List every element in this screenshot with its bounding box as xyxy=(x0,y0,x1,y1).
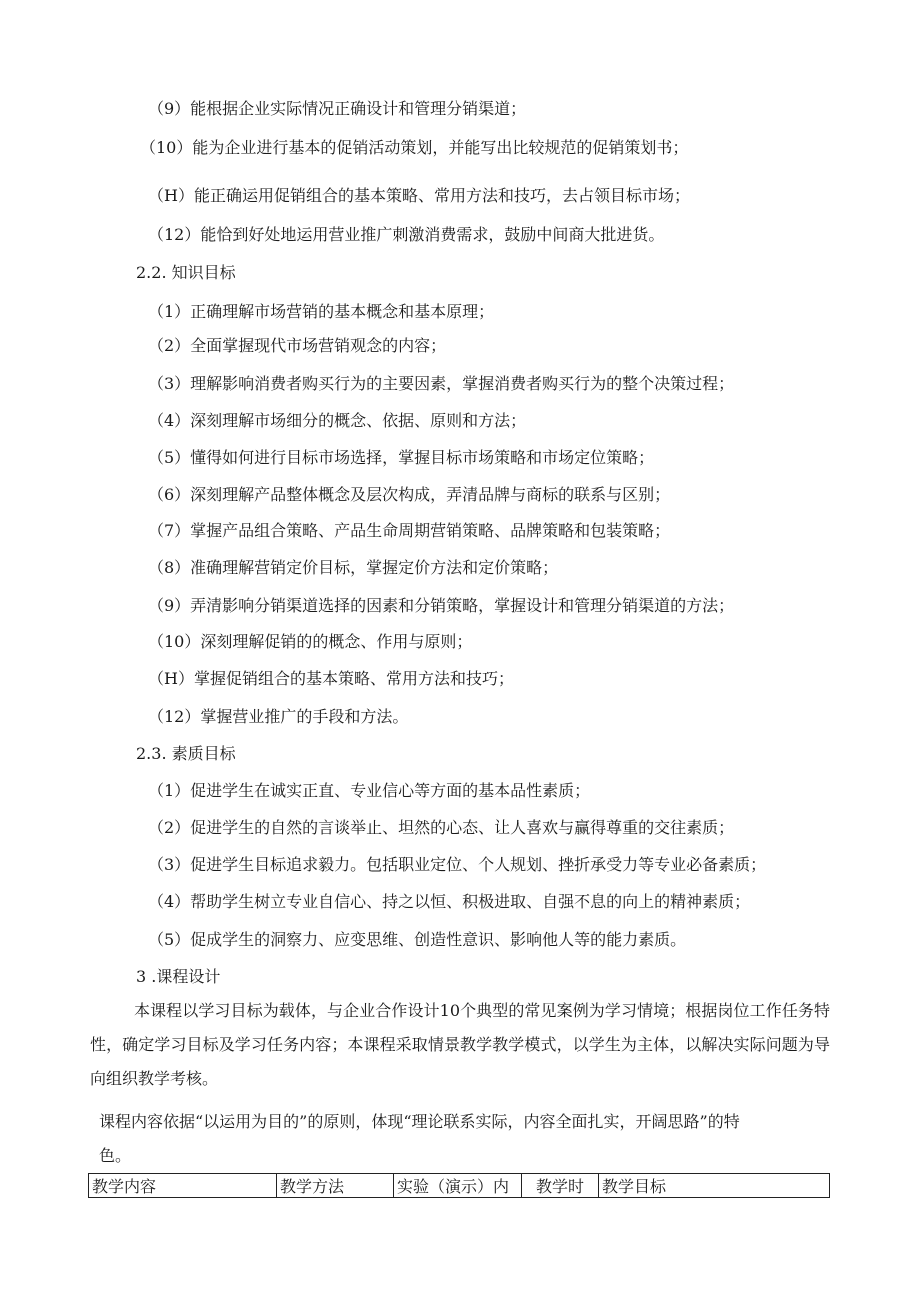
knowledge-item: （7）掌握产品组合策略、产品生命周期营销策略、品牌策略和包装策略； xyxy=(148,521,671,540)
section-heading-design: 3 .课程设计 xyxy=(136,967,221,986)
knowledge-item: （4）深刻理解市场细分的概念、依据、原则和方法； xyxy=(148,411,527,430)
quality-item: （5）促成学生的洞察力、应变思维、创造性意识、影响他人等的能力素质。 xyxy=(148,930,687,949)
course-table xyxy=(88,1173,830,1198)
quality-item: （1）促进学生在诚实正直、专业信心等方面的基本品性素质； xyxy=(148,781,591,800)
table-header-cell: 教学方法 xyxy=(277,1174,394,1198)
content-principle-line-end: 色。 xyxy=(99,1146,132,1165)
quality-item: （4）帮助学生树立专业自信心、持之以恒、积极进取、自强不息的向上的精神素质； xyxy=(148,892,751,911)
table-header-cell: 实验（演示）内 xyxy=(394,1174,522,1198)
skill-item-10: （10）能为企业进行基本的促销活动策划，并能写出比较规范的促销策划书； xyxy=(140,138,689,157)
knowledge-item: （10）深刻理解促销的的概念、作用与原则； xyxy=(148,632,473,651)
table-header-cell: 教学内容 xyxy=(89,1174,277,1198)
design-paragraph: 本课程以学习目标为载体，与企业合作设计10个典型的常见案例为学习情境；根据岗位工作任务特性，确定学习目标及学习任务内容；本课程采取情景教学教学模式，以学生为主体，以解决实际问题为导向组织教学考核。 xyxy=(90,1001,830,1088)
knowledge-item: （6）深刻理解产品整体概念及层次构成，弄清品牌与商标的联系与区别； xyxy=(148,485,671,504)
skill-item-11: （H）能正确运用促销组合的基本策略、常用方法和技巧，去占领目标市场； xyxy=(148,186,690,205)
knowledge-item: （5）懂得如何进行目标市场选择，掌握目标市场策略和市场定位策略； xyxy=(148,448,655,467)
section-heading-quality: 2.3. 素质目标 xyxy=(136,744,236,763)
table-header-cell: 教学目标 xyxy=(599,1174,830,1198)
knowledge-item: （H）掌握促销组合的基本策略、常用方法和技巧； xyxy=(148,669,514,688)
skill-item-12: （12）能恰到好处地运用营业推广刺激消费需求，鼓励中间商大批进货。 xyxy=(148,225,665,244)
knowledge-item: （1）正确理解市场营销的基本概念和基本原理； xyxy=(148,302,495,321)
quality-item: （3）促进学生目标追求毅力。包括职业定位、个人规划、挫折承受力等专业必备素质； xyxy=(148,855,767,874)
table-header-row xyxy=(89,1174,830,1198)
knowledge-item: （12）掌握营业推广的手段和方法。 xyxy=(148,707,409,726)
knowledge-item: （8）准确理解营销定价目标，掌握定价方法和定价策略； xyxy=(148,558,559,577)
knowledge-item: （3）理解影响消费者购买行为的主要因素，掌握消费者购买行为的整个决策过程； xyxy=(148,374,735,393)
quality-item: （2）促进学生的自然的言谈举止、坦然的心态、让人喜欢与赢得尊重的交往素质； xyxy=(148,818,735,837)
knowledge-item: （9）弄清影响分销渠道选择的因素和分销策略，掌握设计和管理分销渠道的方法； xyxy=(148,596,735,615)
table-header-cell: 教学时 xyxy=(522,1174,599,1198)
content-principle-line: 课程内容依据“以运用为目的”的原则，体现“理论联系实际，内容全面扎实，开阔思路”的特 xyxy=(99,1112,740,1131)
section-heading-knowledge: 2.2. 知识目标 xyxy=(136,263,236,282)
knowledge-item: （2）全面掌握现代市场营销观念的内容； xyxy=(148,336,447,355)
skill-item-9: （9）能根据企业实际情况正确设计和管理分销渠道； xyxy=(148,99,527,118)
